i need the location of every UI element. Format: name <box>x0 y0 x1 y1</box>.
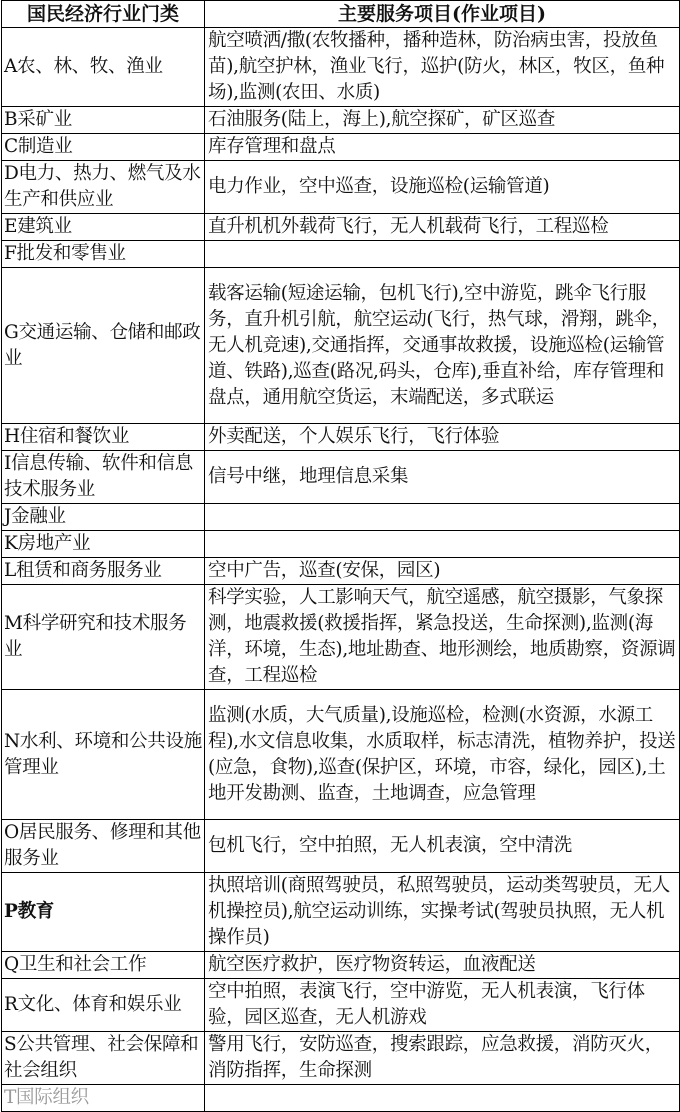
service-items: 载客运输(短途运输，包机飞行),空中游览，跳伞飞行服务，直升机引航，航空运动(飞行，热气球，滑翔，跳伞，无人机竞速),交通指挥，交通事故救援，设施巡检(运输管道、铁路),巡查(路况,码头，仓库),垂直补给，库存管理和盘点，通用航空货运，末端配送，多式联运 <box>205 268 680 424</box>
table-row <box>2 28 680 107</box>
table-row <box>2 451 680 504</box>
industry-category: M科学研究和技术服务业 <box>2 585 205 690</box>
header-main-services: 主要服务项目(作业项目) <box>205 1 680 28</box>
service-items: 航空医疗救护，医疗物资转运，血液配送 <box>205 952 680 979</box>
industry-category: A农、林、牧、渔业 <box>2 28 205 107</box>
service-items: 电力作业，空中巡查，设施巡检(运输管道) <box>205 161 680 214</box>
table-row <box>2 952 680 979</box>
service-items: 空中广告，巡查(安保，园区) <box>205 558 680 585</box>
industry-category: K房地产业 <box>2 531 205 558</box>
industry-category: D电力、热力、燃气及水生产和供应业 <box>2 161 205 214</box>
table-row <box>2 585 680 690</box>
industry-category: T国际组织 <box>2 1085 205 1112</box>
service-items: 监测(水质，大气质量),设施巡检，检测(水资源，水源工程),水文信息收集，水质取样，标志清洗，植物养护，投送(应急，食物),巡查(保护区，环境，市容，绿化，园区),土地开发勘测、监查，土地调查，应急管理 <box>205 690 680 820</box>
table-row <box>2 531 680 558</box>
industry-category: P教育 <box>2 873 205 952</box>
table-row <box>2 214 680 241</box>
service-items <box>205 1085 680 1112</box>
industry-services-table <box>1 0 680 1112</box>
service-items: 库存管理和盘点 <box>205 134 680 161</box>
service-items: 直升机机外载荷飞行，无人机载荷飞行，工程巡检 <box>205 214 680 241</box>
table-row <box>2 424 680 451</box>
industry-category: O居民服务、修理和其他服务业 <box>2 820 205 873</box>
industry-category: B采矿业 <box>2 107 205 134</box>
table-row <box>2 1032 680 1085</box>
service-items: 科学实验，人工影响天气，航空遥感，航空摄影，气象探测，地震救援(救援指挥，紧急投送，生命探测),监测(海洋，环境，生态),地址勘查、地形测绘，地质勘察，资源调查，工程巡检 <box>205 585 680 690</box>
header-industry-category: 国民经济行业门类 <box>2 1 205 28</box>
table-row <box>2 1085 680 1112</box>
service-items: 信号中继，地理信息采集 <box>205 451 680 504</box>
table-row <box>2 134 680 161</box>
industry-category: Q卫生和社会工作 <box>2 952 205 979</box>
service-items <box>205 241 680 268</box>
industry-category: N水利、环境和公共设施管理业 <box>2 690 205 820</box>
industry-category: H住宿和餐饮业 <box>2 424 205 451</box>
table-row <box>2 873 680 952</box>
table-row <box>2 107 680 134</box>
service-items: 包机飞行，空中拍照，无人机表演，空中清洗 <box>205 820 680 873</box>
header-row <box>2 1 680 28</box>
industry-category: G交通运输、仓储和邮政业 <box>2 268 205 424</box>
service-items <box>205 504 680 531</box>
table-row <box>2 690 680 820</box>
service-items: 警用飞行，安防巡查，搜索跟踪，应急救援，消防灭火，消防指挥，生命探测 <box>205 1032 680 1085</box>
table-row <box>2 504 680 531</box>
service-items: 空中拍照，表演飞行，空中游览，无人机表演，飞行体验，园区巡查，无人机游戏 <box>205 979 680 1032</box>
table-row <box>2 820 680 873</box>
industry-category: I信息传输、软件和信息技术服务业 <box>2 451 205 504</box>
service-items: 石油服务(陆上，海上),航空探矿，矿区巡查 <box>205 107 680 134</box>
industry-category: C制造业 <box>2 134 205 161</box>
industry-category: L租赁和商务服务业 <box>2 558 205 585</box>
service-items <box>205 531 680 558</box>
industry-category: F批发和零售业 <box>2 241 205 268</box>
industry-category: S公共管理、社会保障和社会组织 <box>2 1032 205 1085</box>
table-row <box>2 979 680 1032</box>
table-row <box>2 558 680 585</box>
industry-category: E建筑业 <box>2 214 205 241</box>
industry-category: J金融业 <box>2 504 205 531</box>
industry-category: R文化、体育和娱乐业 <box>2 979 205 1032</box>
table-row <box>2 268 680 424</box>
table-row <box>2 241 680 268</box>
service-items: 外卖配送，个人娱乐飞行，飞行体验 <box>205 424 680 451</box>
service-items: 执照培训(商照驾驶员，私照驾驶员，运动类驾驶员，无人机操控员),航空运动训练，实操考试(驾驶员执照，无人机操作员) <box>205 873 680 952</box>
table-row <box>2 161 680 214</box>
service-items: 航空喷洒/撒(农牧播种，播种造林，防治病虫害，投放鱼苗),航空护林，渔业飞行，巡护(防火，林区，牧区，鱼种场),监测(农田、水质) <box>205 28 680 107</box>
